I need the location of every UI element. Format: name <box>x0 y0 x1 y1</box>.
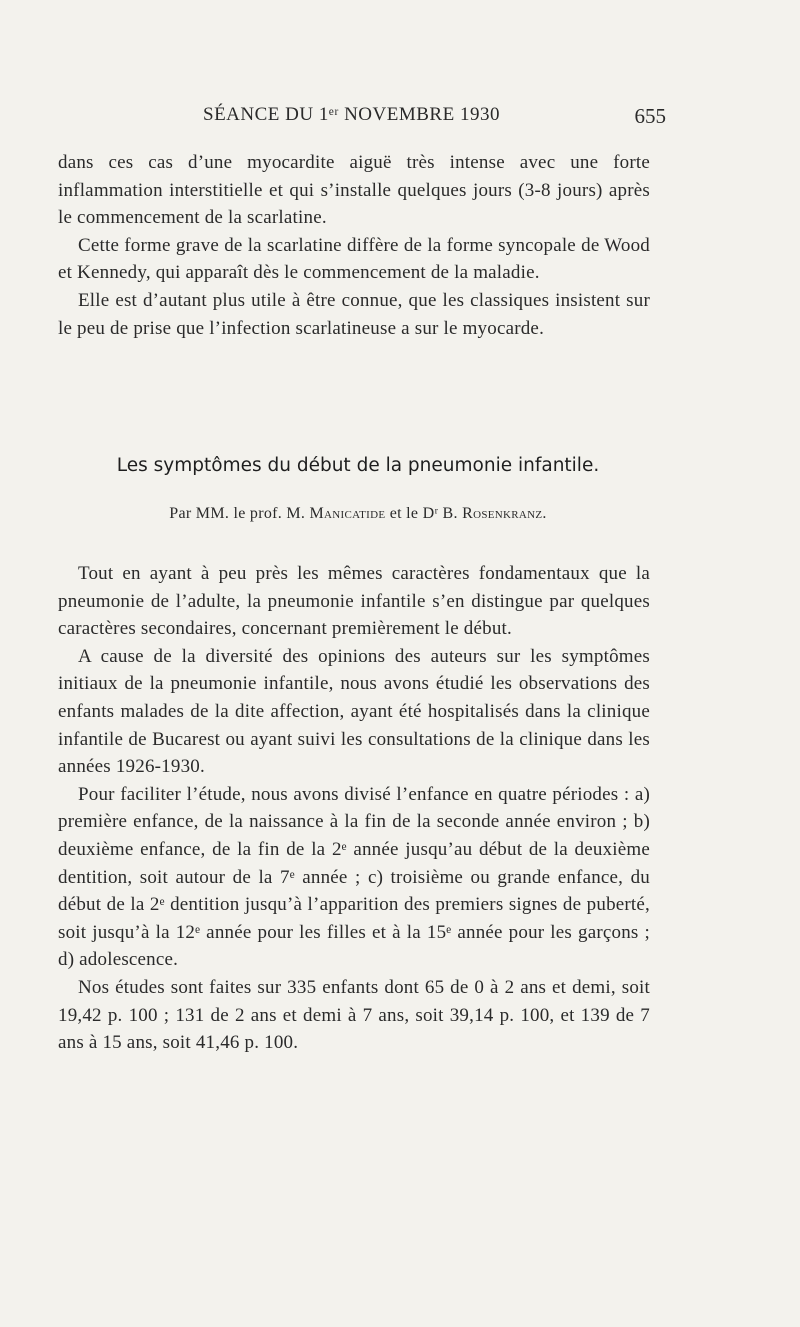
paragraph: dans ces cas d’une myocardite aiguë très intense avec une forte inflammation interstitielle et qui s’installe quelques jours (3-8 jours) après le commencement de la scarlatine. <box>58 152 650 229</box>
paragraph: Pour faciliter l’étude, nous avons divisé l’enfance en quatre périodes : a) première enfance, de la naissance à la fin de la seconde année environ ; b) deuxième enfance, de la fin de la 2ᵉ année jusqu’au début de la deuxième dentition, soit autour de la 7ᵉ année ; c) troisième ou grande enfance, du début de la 2ᵉ dentition jusqu’à l’apparition des premiers signes de puberté, soit jusqu’à la 12ᵉ année pour les filles et à la 15ᵉ année pour les garçons ; d) adolescence. <box>58 783 650 971</box>
page-number: 655 <box>634 104 666 128</box>
running-head <box>58 104 666 134</box>
paragraph: Nos études sont faites sur 335 enfants dont 65 de 0 à 2 ans et demi, soit 19,42 p. 100 ; 131 de 2 ans et demi à 7 ans, soit 39,14 p. 100, et 139 de 7 ans à 15 ans, soit 41,46 p. 100. <box>58 976 650 1054</box>
article-body <box>58 560 650 1057</box>
paragraph: A cause de la diversité des opinions des auteurs sur les symptômes initiaux de la pneumonie infantile, nous avons étudié les observations des enfants malades de la dite affection, ayant été hospitalisés dans la clinique infantile de Bucarest ou ayant suivi les consultations de la clinique dans les années 1926-1930. <box>58 645 650 778</box>
article-title: Les symptômes du début de la pneumonie infantile. <box>116 455 600 476</box>
article-authors <box>58 505 658 523</box>
intro-text <box>58 149 650 342</box>
paragraph: Tout en ayant à peu près les mêmes caractères fondamentaux que la pneumonie de l’adulte, la pneumonie infantile s’en distingue par quelques caractères secondaires, concernant premièrement le début. <box>58 563 650 640</box>
author-name: Manicatide <box>309 505 386 522</box>
running-title: SÉANCE DU 1ᵉʳ NOVEMBRE 1930 <box>203 104 500 125</box>
authors-prefix: Par MM. le prof. M. <box>169 505 306 522</box>
authors-mid: et le Dʳ B. <box>389 505 458 522</box>
author-name: Rosenkranz. <box>462 505 547 522</box>
paragraph: Cette forme grave de la scarlatine diffère de la forme syncopale de Wood et Kennedy, qui apparaît dès le commencement de la maladie. <box>58 234 650 284</box>
paragraph: Elle est d’autant plus utile à être connue, que les classiques insistent sur le peu de prise que l’infection scarlatineuse a sur le myocarde. <box>58 289 650 339</box>
